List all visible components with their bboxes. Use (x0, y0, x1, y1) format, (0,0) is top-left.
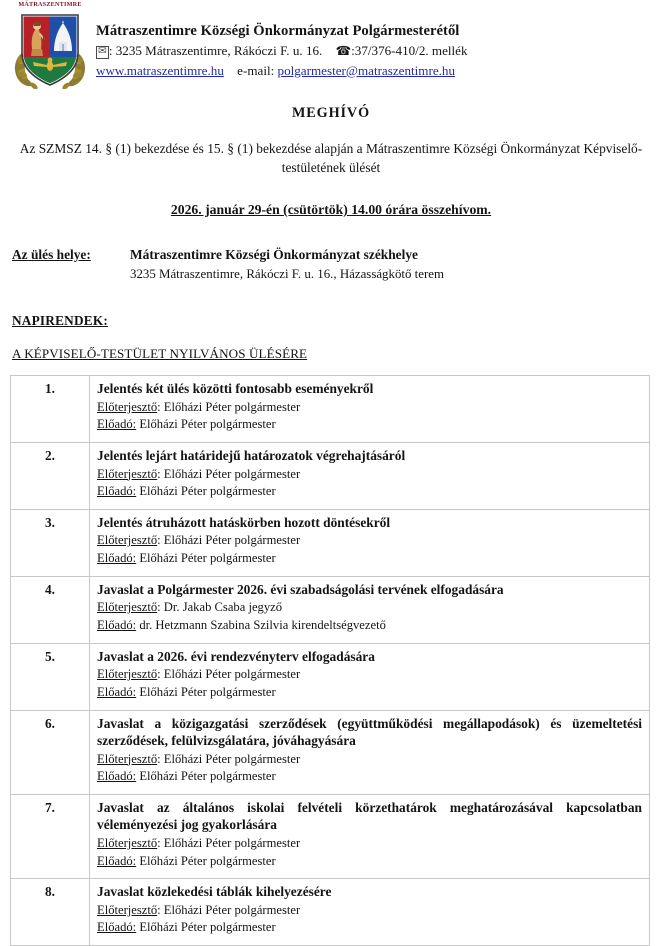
agenda-table-body (11, 376, 650, 946)
agenda-item-presenter (97, 751, 642, 768)
presenter-label: Előterjesztő (97, 533, 158, 548)
presenter-label: Előterjesztő (97, 600, 158, 615)
agenda-item-presenter (97, 599, 642, 616)
agenda-item-speaker (97, 550, 642, 567)
agenda-item-cell (90, 879, 650, 946)
agenda-item-number: 2. (11, 443, 90, 510)
agenda-item-cell (90, 794, 650, 878)
agenda-item-title: Jelentés lejárt határidejű határozatok végrehajtásáról (97, 448, 406, 464)
agenda-item-cell (90, 643, 650, 710)
speaker-value: Előházi Péter polgármester (136, 684, 276, 699)
table-row (11, 710, 650, 794)
convene-datetime: 2026. január 29-én (csütörtök) 14.00 órára összehívom. (170, 202, 492, 218)
table-row (11, 576, 650, 643)
venue-value-sub: 3235 Mátraszentimre, Rákóczi F. u. 16., Házasságkötő terem (130, 266, 444, 281)
agenda-item-speaker (97, 617, 642, 634)
speaker-label: Előadó: (97, 920, 137, 935)
crest-ribbon-text: MÁTRASZENTIMRE (18, 1, 82, 8)
agenda-item-title: Javaslat közlekedési táblák kihelyezésére (97, 884, 332, 900)
presenter-value: : Előházi Péter polgármester (157, 902, 301, 917)
agenda-item-cell (90, 710, 650, 794)
letterhead (0, 0, 662, 92)
speaker-value: Előházi Péter polgármester (136, 853, 276, 868)
presenter-label: Előterjesztő (97, 399, 158, 414)
presenter-label: Előterjesztő (97, 751, 158, 766)
presenter-label: Előterjesztő (97, 835, 158, 850)
document-title: MEGHÍVÓ (291, 105, 371, 121)
agenda-item-cell (90, 443, 650, 510)
presenter-value: : Előházi Péter polgármester (157, 751, 301, 766)
presenter-label: Előterjesztő (97, 466, 158, 481)
speaker-value: Előházi Péter polgármester (136, 551, 276, 566)
presenter-value: : Előházi Péter polgármester (157, 533, 301, 548)
contact-line-web (96, 62, 652, 80)
agenda-item-speaker (97, 919, 642, 936)
agenda-item-cell (90, 376, 650, 443)
presenter-value: : Előházi Péter polgármester (157, 466, 301, 481)
agenda-item-cell (90, 509, 650, 576)
agenda-item-presenter (97, 835, 642, 852)
intro-paragraph: Az SZMSZ 14. § (1) bekezdése és 15. § (1) bekezdése alapján a Mátraszentimre Községi Önkormányzat Képviselő-testületének ülését (19, 141, 643, 176)
speaker-label: Előadó: (97, 769, 137, 784)
email-label: e-mail: (237, 62, 275, 78)
speaker-label: Előadó: (97, 618, 137, 633)
agenda-item-title: Javaslat a 2026. évi rendezvényterv elfogadására (97, 648, 375, 664)
agenda-item-speaker (97, 483, 642, 500)
agenda-item-speaker (97, 684, 642, 701)
speaker-label: Előadó: (97, 551, 137, 566)
presenter-value: : Előházi Péter polgármester (157, 835, 301, 850)
agenda-item-presenter (97, 902, 642, 919)
address-text: : 3235 Mátraszentimre, Rákóczi F. u. 16. (108, 43, 323, 59)
venue-value-main: Mátraszentimre Községi Önkormányzat székhelye (130, 247, 418, 263)
agenda-item-title: Javaslat a Polgármester 2026. évi szabadságolási tervének elfogadására (97, 581, 504, 597)
table-row (11, 879, 650, 946)
agenda-table (10, 375, 650, 946)
table-row (11, 376, 650, 443)
speaker-value: dr. Hetzmann Szabina Szilvia kirendeltségvezető (136, 618, 386, 633)
agenda-item-number: 5. (11, 643, 90, 710)
phone-icon: ☎ (335, 44, 352, 59)
agenda-item-title: Javaslat a közigazgatási szerződések (együttműködési megállapodások) és üzemeltetési szerződések, felülvizsgálatára, jóváhagyására (97, 715, 642, 749)
speaker-value: Előházi Péter polgármester (136, 417, 276, 432)
agenda-item-number: 4. (11, 576, 90, 643)
agenda-item-presenter (97, 466, 642, 483)
agenda-heading: NAPIRENDEK: (12, 313, 109, 329)
agenda-item-presenter (97, 532, 642, 549)
agenda-item-number: 7. (11, 794, 90, 878)
website-link[interactable]: www.matraszentimre.hu (96, 62, 224, 78)
venue-row (12, 245, 662, 264)
agenda-item-speaker (97, 853, 642, 870)
email-link[interactable]: polgarmester@matraszentimre.hu (277, 62, 456, 78)
table-row (11, 794, 650, 878)
letterhead-text (96, 22, 652, 80)
agenda-item-title: Javaslat az általános iskolai felvételi körzethatárok meghatározásával kapcsolatban véleményezési jog gyakorlására (97, 799, 642, 833)
speaker-value: Előházi Péter polgármester (136, 769, 276, 784)
presenter-label: Előterjesztő (97, 667, 158, 682)
agenda-item-title: Jelentés átruházott hatáskörben hozott döntésekről (97, 514, 391, 530)
coat-of-arms-icon (12, 9, 88, 89)
agenda-item-cell (90, 576, 650, 643)
venue-label: Az ülés helye: (12, 247, 91, 263)
phone-text: :37/376-410/2. mellék (351, 43, 468, 59)
presenter-label: Előterjesztő (97, 902, 158, 917)
agenda-subheading: A KÉPVISELŐ-TESTÜLET NYILVÁNOS ÜLÉSÉRE (12, 346, 308, 362)
table-row (11, 509, 650, 576)
presenter-value: : Előházi Péter polgármester (157, 399, 301, 414)
agenda-item-presenter (97, 399, 642, 416)
speaker-label: Előadó: (97, 417, 137, 432)
agenda-item-speaker (97, 768, 642, 785)
agenda-item-number: 8. (11, 879, 90, 946)
agenda-item-number: 3. (11, 509, 90, 576)
agenda-item-speaker (97, 416, 642, 433)
agenda-item-title: Jelentés két ülés közötti fontosabb eseményekről (97, 381, 374, 397)
agenda-item-number: 1. (11, 376, 90, 443)
envelope-icon: ✉ (98, 46, 107, 58)
organization-name: Mátraszentimre Községi Önkormányzat Polgármesterétől (96, 23, 460, 39)
speaker-value: Előházi Péter polgármester (136, 920, 276, 935)
presenter-value: : Előházi Péter polgármester (157, 667, 301, 682)
speaker-label: Előadó: (97, 853, 137, 868)
table-row (11, 643, 650, 710)
contact-line-address (96, 42, 652, 60)
agenda-item-presenter (97, 666, 642, 683)
venue-block (0, 245, 662, 283)
agenda-item-number: 6. (11, 710, 90, 794)
table-row (11, 443, 650, 510)
speaker-label: Előadó: (97, 484, 137, 499)
speaker-label: Előadó: (97, 684, 137, 699)
coat-of-arms (8, 0, 92, 90)
speaker-value: Előházi Péter polgármester (136, 484, 276, 499)
presenter-value: : Dr. Jakab Csaba jegyző (157, 600, 283, 615)
